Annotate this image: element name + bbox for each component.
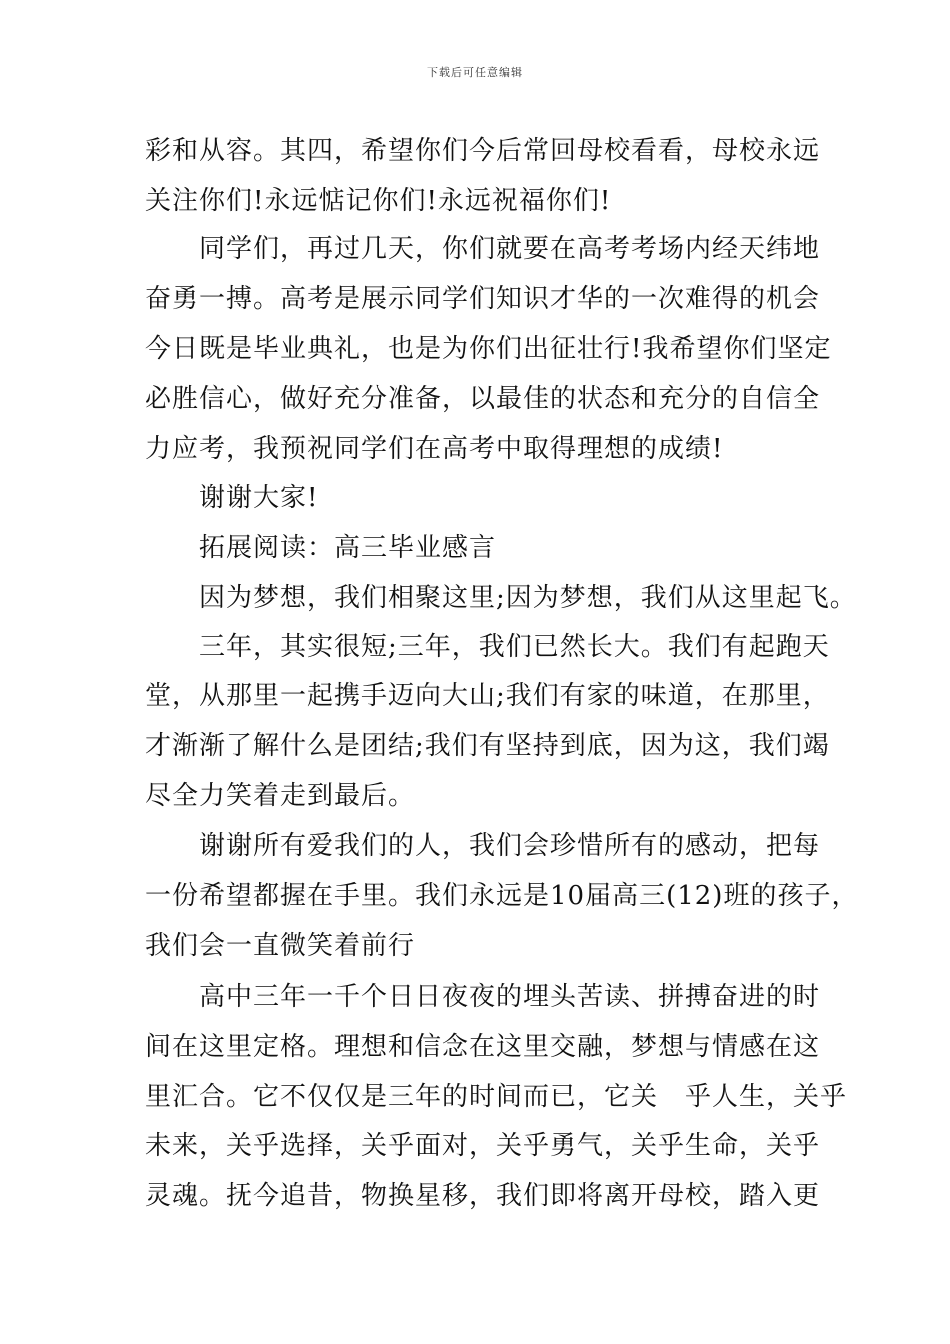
text-line: 彩和从容。其四，希望你们今后常回母校看看，母校永远 — [145, 136, 821, 166]
text-line: 力应考，我预祝同学们在高考中取得理想的成绩! — [145, 434, 724, 464]
text-line: 今日既是毕业典礼，也是为你们出征壮行!我希望你们坚定 — [145, 334, 832, 364]
text-line: 高中三年一千个日日夜夜的埋头苦读、拼搏奋进的时 — [145, 982, 821, 1012]
text-line: 才渐渐了解什么是团结;我们有坚持到底，因为这，我们竭 — [145, 731, 830, 761]
text-line: 里汇合。它不仅仅是三年的时间而已，它关 乎人生，关乎 — [145, 1082, 848, 1112]
text-line: 谢谢所有爱我们的人，我们会珍惜所有的感动，把每 — [145, 831, 821, 861]
text-line: 关注你们!永远惦记你们!永远祝福你们! — [145, 186, 612, 216]
text-line: 我们会一直微笑着前行 — [145, 931, 416, 961]
page-header: 下载后可任意编辑 — [427, 66, 523, 79]
text-line: 奋勇一搏。高考是展示同学们知识才华的一次难得的机会 — [145, 284, 821, 314]
text-line: 必胜信心，做好充分准备，以最佳的状态和充分的自信全 — [145, 384, 821, 414]
text-line: 间在这里定格。理想和信念在这里交融，梦想与情感在这 — [145, 1032, 821, 1062]
text-line: 同学们，再过几天，你们就要在高考考场内经天纬地 — [145, 234, 821, 264]
text-line: 三年，其实很短;三年，我们已然长大。我们有起跑天 — [145, 632, 830, 662]
text-line: 灵魂。抚今追昔，物换星移，我们即将离开母校，踏入更 — [145, 1181, 821, 1211]
text-line: 尽全力笑着走到最后。 — [145, 781, 416, 811]
text-line: 一份希望都握在手里。我们永远是10届高三(12)班的孩子， — [145, 881, 859, 911]
text-line: 因为梦想，我们相聚这里;因为梦想，我们从这里起飞。 — [145, 583, 857, 613]
text-line: 未来，关乎选择，关乎面对，关乎勇气，关乎生命，关乎 — [145, 1131, 821, 1161]
text-line: 堂，从那里一起携手迈向大山;我们有家的味道，在那里， — [145, 681, 830, 711]
text-line: 谢谢大家! — [145, 483, 319, 513]
text-line: 拓展阅读：高三毕业感言 — [145, 533, 497, 563]
